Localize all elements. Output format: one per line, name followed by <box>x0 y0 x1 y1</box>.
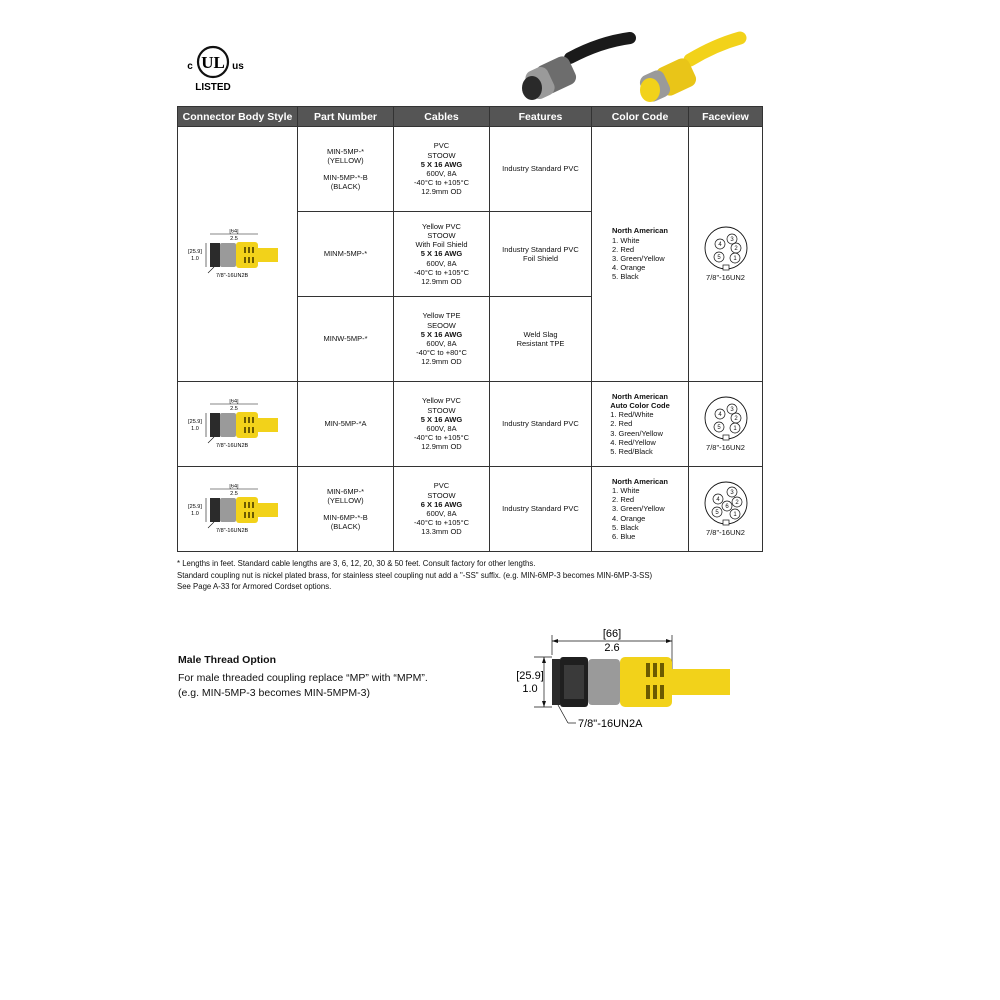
faceview-6pin-diagram <box>703 480 749 526</box>
svg-text:3: 3 <box>729 407 734 414</box>
svg-text:2: 2 <box>733 416 738 423</box>
svg-text:[66]: [66] <box>602 628 622 640</box>
svg-text:1.0: 1.0 <box>522 683 538 695</box>
svg-text:[25.9]: [25.9] <box>187 504 202 510</box>
svg-text:2.6: 2.6 <box>604 642 620 654</box>
features-cell: Industry Standard PVC <box>490 467 592 552</box>
svg-text:us: us <box>232 61 244 72</box>
svg-text:c: c <box>187 61 193 72</box>
cables-cell: Yellow PVC STOOW With Foil Shield 5 X 16 AWG 600V, 8A -40°C to +105°C 12.9mm OD <box>394 212 490 297</box>
svg-text:LISTED: LISTED <box>195 82 231 93</box>
part-number-cell: MIN-5MP-*A <box>298 382 394 467</box>
svg-text:5: 5 <box>716 425 721 432</box>
faceview-thread-label: 7/8"-16UN2 <box>706 273 745 283</box>
footnote-coupling-nut: Standard coupling nut is nickel plated brass, for stainless steel coupling nut add a "-SS" suffix. (e.g. MIN-6MP-3 becomes MIN-6MP-3-SS) <box>177 570 653 580</box>
cables-cell: Yellow TPE SEOOW 5 X 16 AWG 600V, 8A -40°C to +80°C 12.9mm OD <box>394 297 490 382</box>
table-row <box>178 382 763 467</box>
cables-cell: PVC STOOW 6 X 16 AWG 600V, 8A -40°C to +105°C 13.3mm OD <box>394 467 490 552</box>
part-number-cell: MIN-5MP-* (YELLOW) MIN-5MP-*-B (BLACK) <box>298 127 394 212</box>
svg-text:3: 3 <box>729 237 734 244</box>
svg-text:3: 3 <box>729 490 734 497</box>
svg-text:7/8"-16UN2B: 7/8"-16UN2B <box>215 273 248 279</box>
features-cell: Industry Standard PVC Foil Shield <box>490 212 592 297</box>
faceview-thread-label: 7/8"-16UN2 <box>706 528 745 538</box>
svg-text:4: 4 <box>717 412 722 419</box>
svg-text:1.0: 1.0 <box>190 511 199 517</box>
faceview-cell <box>689 382 763 467</box>
svg-text:4: 4 <box>715 497 720 504</box>
footnotes <box>177 558 652 593</box>
table-row <box>178 127 763 212</box>
connector-spec-table <box>177 106 763 552</box>
svg-text:7/8"-16UN2B: 7/8"-16UN2B <box>215 528 248 534</box>
svg-text:7/8"-16UN2A: 7/8"-16UN2A <box>578 718 643 730</box>
faceview-thread-label: 7/8"-16UN2 <box>706 443 745 453</box>
features-cell: Weld Slag Resistant TPE <box>490 297 592 382</box>
svg-text:1: 1 <box>732 512 737 519</box>
svg-text:6: 6 <box>724 504 729 511</box>
yellow-connector-photo <box>637 38 740 104</box>
svg-text:[25.9]: [25.9] <box>516 670 544 682</box>
connector-drawing <box>182 484 294 534</box>
part-number-cell: MINM-5MP-* <box>298 212 394 297</box>
header-faceview: Faceview <box>689 107 763 127</box>
faceview-cell <box>689 467 763 552</box>
connector-body-style-cell <box>178 127 298 382</box>
svg-text:2.5: 2.5 <box>229 236 238 242</box>
table-header-row <box>178 107 763 127</box>
ul-listed-logo <box>183 42 249 94</box>
faceview-cell <box>689 127 763 382</box>
part-number-cell: MINW-5MP-* <box>298 297 394 382</box>
svg-text:[64]: [64] <box>228 229 239 235</box>
color-code-cell: North American Auto Color Code 1. Red/White 2. Red 3. Green/Yellow 4. Red/Yellow 5. Red/Black <box>592 382 689 467</box>
black-connector-photo <box>522 38 630 102</box>
header-part-number: Part Number <box>298 107 394 127</box>
product-photos <box>510 30 750 105</box>
svg-text:[25.9]: [25.9] <box>187 419 202 425</box>
svg-text:2: 2 <box>733 246 738 253</box>
svg-text:[64]: [64] <box>228 484 239 490</box>
svg-text:2.5: 2.5 <box>229 491 238 497</box>
faceview-5pin-diagram <box>703 225 749 271</box>
connector-drawing <box>182 229 294 279</box>
svg-text:1.0: 1.0 <box>190 256 199 262</box>
connector-drawing <box>182 399 294 449</box>
connector-body-style-cell <box>178 467 298 552</box>
footnote-lengths: * Lengths in feet. Standard cable lengths are 3, 6, 12, 20, 30 & 50 feet. Consult factory for other lengths. <box>177 559 536 568</box>
svg-text:2.5: 2.5 <box>229 406 238 412</box>
part-number-cell: MIN-6MP-* (YELLOW) MIN-6MP-*-B (BLACK) <box>298 467 394 552</box>
svg-text:5: 5 <box>716 255 721 262</box>
svg-text:5: 5 <box>714 510 719 517</box>
svg-text:1: 1 <box>732 256 737 263</box>
features-cell: Industry Standard PVC <box>490 127 592 212</box>
cables-cell: PVC STOOW 5 X 16 AWG 600V, 8A -40°C to +105°C 12.9mm OD <box>394 127 490 212</box>
header-cables: Cables <box>394 107 490 127</box>
svg-text:UL: UL <box>201 53 225 72</box>
svg-text:1.0: 1.0 <box>190 426 199 432</box>
svg-text:7/8"-16UN2B: 7/8"-16UN2B <box>215 443 248 449</box>
svg-text:[25.9]: [25.9] <box>187 249 202 255</box>
male-thread-description: For male threaded coupling replace “MP” with “MPM”. (e.g. MIN-5MP-3 becomes MIN-5MPM-3) <box>178 672 428 699</box>
color-code-cell: North American 1. White 2. Red 3. Green/Yellow 4. Orange 5. Black <box>592 127 689 382</box>
cables-cell: Yellow PVC STOOW 5 X 16 AWG 600V, 8A -40°C to +105°C 12.9mm OD <box>394 382 490 467</box>
header-color-code: Color Code <box>592 107 689 127</box>
connector-body-style-cell <box>178 382 298 467</box>
header-connector-body-style: Connector Body Style <box>178 107 298 127</box>
color-code-cell: North American 1. White 2. Red 3. Green/Yellow 4. Orange 5. Black 6. Blue <box>592 467 689 552</box>
male-thread-title: Male Thread Option <box>178 654 277 666</box>
male-thread-connector-drawing <box>510 625 730 735</box>
features-cell: Industry Standard PVC <box>490 382 592 467</box>
svg-text:1: 1 <box>732 426 737 433</box>
svg-text:2: 2 <box>734 500 739 507</box>
svg-text:[64]: [64] <box>228 399 239 405</box>
footnote-armored: See Page A-33 for Armored Cordset options. <box>177 582 332 591</box>
faceview-5pin-diagram <box>703 395 749 441</box>
svg-text:4: 4 <box>717 242 722 249</box>
table-row <box>178 467 763 552</box>
header-features: Features <box>490 107 592 127</box>
